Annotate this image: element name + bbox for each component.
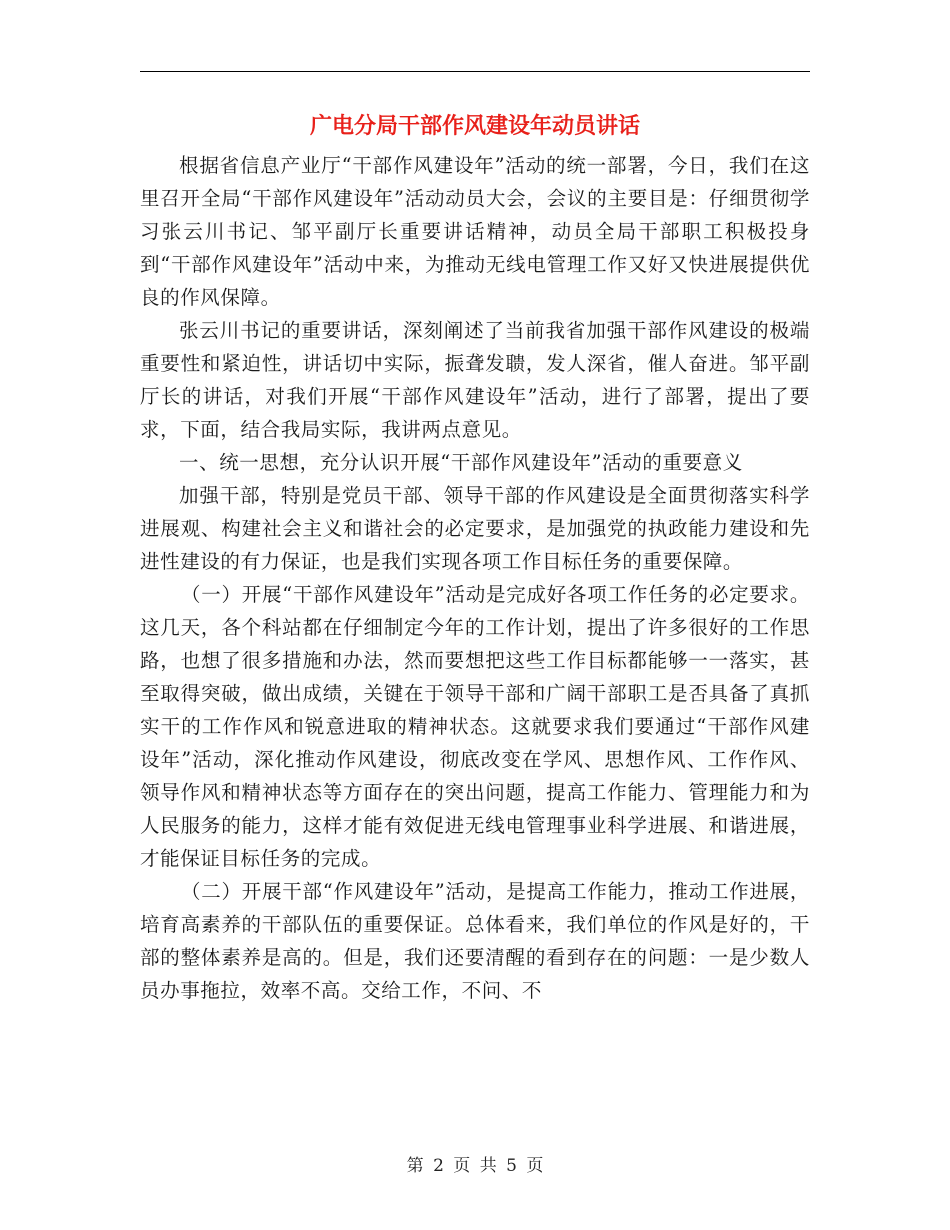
paragraph-subpoint-1: （一）开展“干部作风建设年”活动是完成好各项工作任务的必定要求。这几天，各个科站都在仔细制定今年的工作计划，提出了许多很好的工作思路，也想了很多措施和办法，然而要想把这些工作目标都能够一一落实，甚至取得突破，做出成绩，关键在于领导干部和广阔干部职工是否具备了真抓实干的工作作风和锐意进取的精神状态。这就要求我们要通过“干部作风建设年”活动，深化推动作风建设，彻底改变在学风、思想作风、工作作风、领导作风和精神状态等方面存在的突出问题，提高工作能力、管理能力和为人民服务的能力，这样才能有效促进无线电管理事业科学进展、和谐进展，才能保证目标任务的完成。 bbox=[140, 583, 810, 870]
section-heading-1: 一、统一思想，充分认识开展“干部作风建设年”活动的重要意义 bbox=[179, 451, 743, 474]
document-body bbox=[140, 149, 810, 1007]
paragraph-subpoint-2: （二）开展干部“作风建设年”活动，是提高工作能力，推动工作进展，培育高素养的干部队伍的重要保证。总体看来，我们单位的作风是好的，干部的整体素养是高的。但是，我们还要清醒的看到存在的问题：一是少数人员办事拖拉，效率不高。交给工作，不问、不 bbox=[140, 880, 810, 1002]
document-title: 广电分局干部作风建设年动员讲话 bbox=[309, 113, 640, 139]
paragraph-speech-summary: 张云川书记的重要讲话，深刻阐述了当前我省加强干部作风建设的极端重要性和紧迫性，讲话切中实际，振聋发聩，发人深省，催人奋进。邹平副厅长的讲话，对我们开展“干部作风建设年”活动，进行了部署，提出了要求，下面，结合我局实际，我讲两点意见。 bbox=[140, 319, 810, 441]
paragraph-intro: 根据省信息产业厅“干部作风建设年”活动的统一部署，今日，我们在这里召开全局“干部作风建设年”活动动员大会，会议的主要目是：仔细贯彻学习张云川书记、邹平副厅长重要讲话精神，动员全局干部职工积极投身到“干部作风建设年”活动中来，为推动无线电管理工作又好又快进展提供优良的作风保障。 bbox=[140, 154, 810, 309]
header-rule bbox=[140, 71, 810, 72]
page-number-footer: 第 2 页 共 5 页 bbox=[406, 1156, 544, 1176]
paragraph-section-1-intro: 加强干部，特别是党员干部、领导干部的作风建设是全面贯彻落实科学进展观、构建社会主义和谐社会的必定要求，是加强党的执政能力建设和先进性建设的有力保证，也是我们实现各项工作目标任务的重要保障。 bbox=[140, 484, 810, 573]
